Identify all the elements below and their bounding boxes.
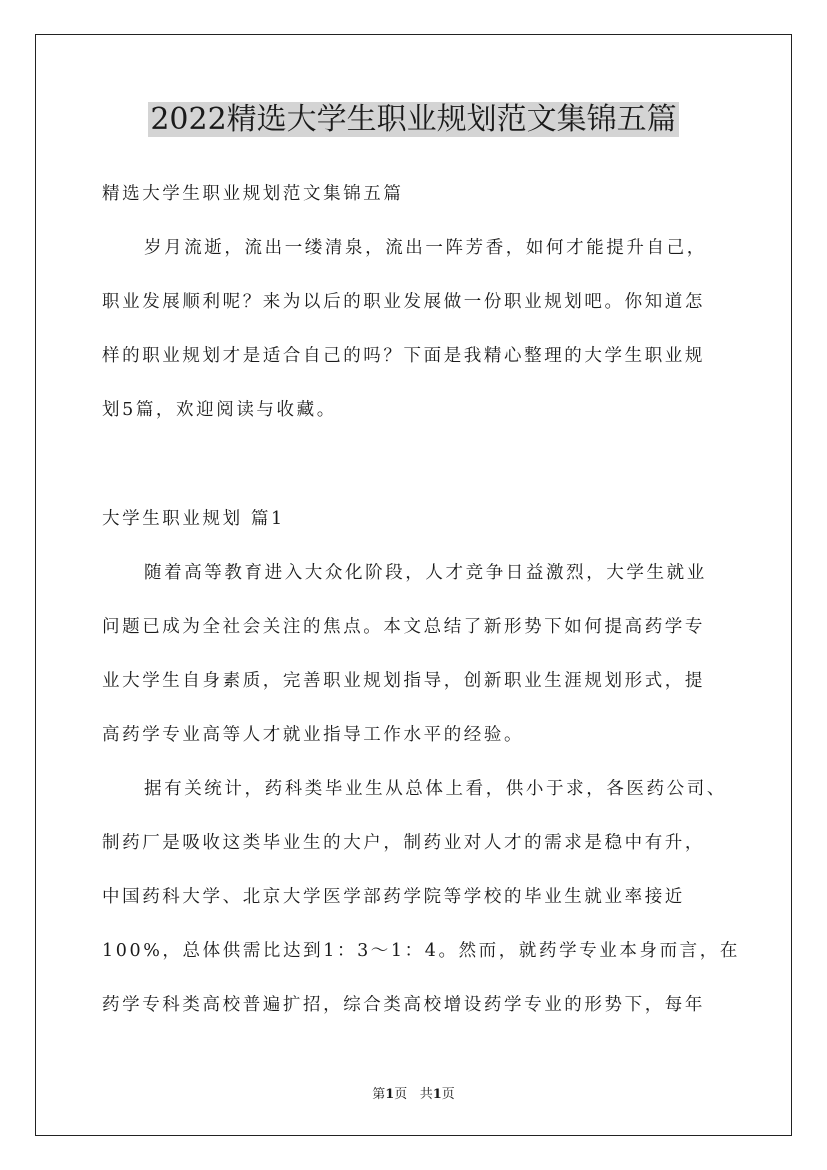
total-suffix: 页 <box>441 1087 455 1102</box>
section-heading: 大学生职业规划 篇1 <box>102 509 285 529</box>
paragraph-line: 据有关统计，药科类毕业生从总体上看，供小于求，各医药公司、 <box>144 779 727 799</box>
page-footer <box>0 1083 827 1102</box>
page-prefix: 第 <box>372 1087 386 1102</box>
paragraph-line: 高药学专业高等人才就业指导工作水平的经验。 <box>102 725 525 745</box>
paragraph-line: 随着高等教育进入大众化阶段，人才竞争日益激烈，大学生就业 <box>144 563 707 583</box>
document-title <box>0 98 827 142</box>
paragraph-line: 100%，总体供需比达到1：3～1：4。然而，就药学专业本身而言，在 <box>102 941 740 961</box>
paragraph-line: 问题已成为全社会关注的焦点。本文总结了新形势下如何提高药学专 <box>102 617 705 637</box>
subtitle-line: 精选大学生职业规划范文集锦五篇 <box>102 184 404 204</box>
document-title-text: 2022精选大学生职业规划范文集锦五篇 <box>150 102 677 137</box>
paragraph-line: 划5篇，欢迎阅读与收藏。 <box>102 400 337 420</box>
paragraph-line: 制药厂是吸收这类毕业生的大户，制药业对人才的需求是稳中有升， <box>102 833 705 853</box>
page-suffix: 页 <box>394 1087 408 1102</box>
paragraph-line: 职业发展顺利呢？来为以后的职业发展做一份职业规划吧。你知道怎 <box>102 292 705 312</box>
paragraph-line: 药学专科类高校普遍扩招，综合类高校增设药学专业的形势下，每年 <box>102 995 705 1015</box>
paragraph-line: 中国药科大学、北京大学医学部药学院等学校的毕业生就业率接近 <box>102 887 685 907</box>
total-number: 1 <box>432 1087 442 1102</box>
page-number: 1 <box>385 1087 395 1102</box>
paragraph-line: 业大学生自身素质，完善职业规划指导，创新职业生涯规划形式，提 <box>102 671 705 691</box>
paragraph-line: 岁月流逝，流出一缕清泉，流出一阵芳香，如何才能提升自己， <box>144 238 707 258</box>
total-prefix: 共 <box>419 1087 433 1102</box>
paragraph-line: 样的职业规划才是适合自己的吗？下面是我精心整理的大学生职业规 <box>102 346 705 366</box>
